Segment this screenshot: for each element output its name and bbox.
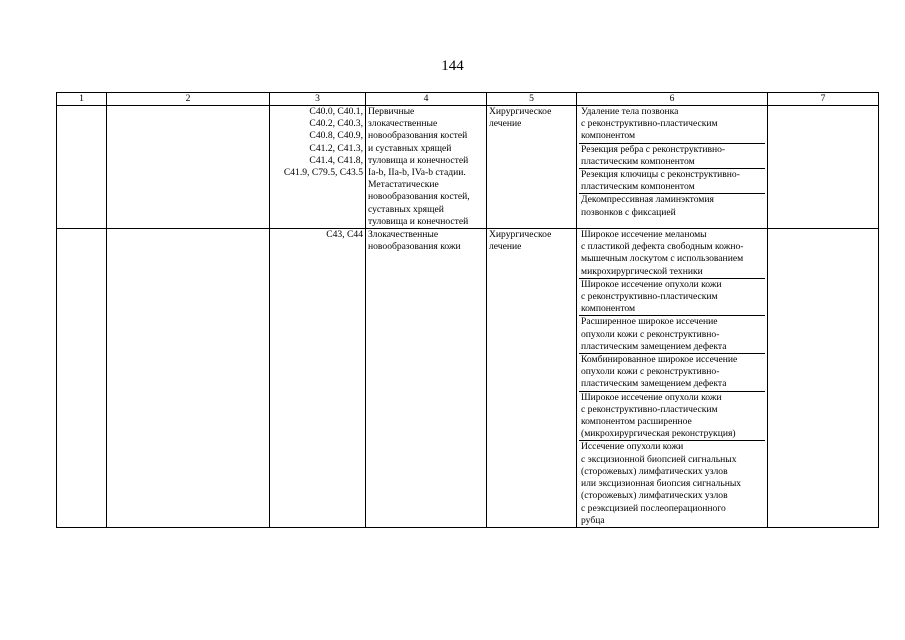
procedure-line: с реэксцизией послеоперационного bbox=[581, 502, 726, 514]
icd-code-line: C40.2, C40.3, bbox=[309, 118, 363, 130]
procedure-item bbox=[579, 106, 765, 144]
column-header: 7 bbox=[768, 93, 879, 106]
procedure-item bbox=[579, 279, 765, 317]
cell-number bbox=[57, 229, 107, 528]
procedure-item bbox=[579, 316, 765, 354]
procedure-line: компонентом bbox=[581, 130, 636, 142]
icd-code-line: C41.9, C79.5, C43.5 bbox=[283, 167, 363, 179]
procedure-line: с реконструктивно-пластическим bbox=[581, 291, 718, 303]
procedure-item bbox=[579, 441, 765, 526]
procedure-line: пластическим компонентом bbox=[581, 155, 695, 167]
column-header: 4 bbox=[366, 93, 487, 106]
treatment-line: Хирургическое bbox=[489, 229, 552, 241]
icd-code-line: C41.4, C41.8, bbox=[309, 154, 363, 166]
procedure-line: Широкое иссечение опухоли кожи bbox=[581, 391, 722, 403]
column-header: 6 bbox=[577, 93, 768, 106]
diagnosis-line: злокачественные bbox=[368, 118, 438, 130]
procedure-item bbox=[579, 169, 765, 194]
procedure-line: пластическим замещением дефекта bbox=[581, 340, 727, 352]
procedure-line: Иссечение опухоли кожи bbox=[581, 441, 684, 453]
procedure-line: пластическим замещением дефекта bbox=[581, 378, 727, 390]
procedure-line: пластическим компонентом bbox=[581, 181, 695, 193]
procedure-line: или эксцизионная биопсия сигнальных bbox=[581, 478, 742, 490]
procedure-line: компонентом расширенное bbox=[581, 416, 692, 428]
icd-code-line: C43, C44 bbox=[326, 229, 363, 241]
diagnosis-line: туловища и конечностей bbox=[368, 215, 469, 227]
treatment-line: Хирургическое bbox=[489, 106, 552, 117]
cell-diagnosis bbox=[366, 106, 487, 229]
procedure-line: Широкое иссечение меланомы bbox=[581, 229, 707, 241]
procedure-line: микрохирургической техники bbox=[581, 265, 703, 277]
procedure-line: с реконструктивно-пластическим bbox=[581, 403, 718, 415]
treatment-line: лечение bbox=[489, 118, 522, 130]
cell-profile bbox=[107, 229, 270, 528]
diagnosis-line: туловища и конечностей bbox=[368, 154, 469, 166]
cell-number bbox=[57, 106, 107, 229]
procedure-line: с пластикой дефекта свободным кожно- bbox=[581, 241, 744, 253]
diagnosis-line: и суставных хрящей bbox=[368, 142, 452, 154]
treatment-line: лечение bbox=[489, 241, 522, 253]
procedures-table bbox=[56, 92, 879, 528]
procedure-line: с эксцизионной биопсией сигнальных bbox=[581, 453, 737, 465]
page-number: 144 bbox=[441, 58, 464, 74]
column-header: 2 bbox=[107, 93, 270, 106]
procedure-item bbox=[579, 392, 765, 442]
procedure-line: опухоли кожи с реконструктивно- bbox=[581, 366, 720, 378]
table-row bbox=[57, 229, 879, 528]
procedure-line: с реконструктивно-пластическим bbox=[581, 118, 718, 130]
diagnosis-line: новообразования кожи bbox=[368, 241, 461, 253]
column-header: 3 bbox=[270, 93, 366, 106]
cell-profile bbox=[107, 106, 270, 229]
diagnosis-line: Первичные bbox=[368, 106, 415, 117]
procedure-line: позвонков с фиксацией bbox=[581, 206, 676, 218]
procedure-line: Расширенное широкое иссечение bbox=[581, 316, 718, 328]
icd-code-line: C40.8, C40.9, bbox=[309, 130, 363, 142]
header-row bbox=[57, 93, 879, 106]
column-header: 1 bbox=[57, 93, 107, 106]
icd-code-line: C41.2, C41.3, bbox=[309, 142, 363, 154]
procedure-line: Удаление тела позвонка bbox=[581, 106, 679, 117]
procedure-item bbox=[579, 229, 765, 279]
diagnosis-line: новообразования костей bbox=[368, 130, 468, 142]
cell-icd-codes bbox=[270, 229, 366, 528]
procedure-line: компонентом bbox=[581, 303, 636, 315]
cell-procedures bbox=[577, 106, 768, 229]
procedure-line: рубца bbox=[581, 514, 605, 526]
cell-cost bbox=[768, 106, 879, 229]
procedure-line: опухоли кожи с реконструктивно- bbox=[581, 328, 720, 340]
cell-treatment-type bbox=[487, 229, 577, 528]
cell-procedures bbox=[577, 229, 768, 528]
procedure-line: (сторожевых) лимфатических узлов bbox=[581, 465, 728, 477]
diagnosis-line: Метастатические bbox=[368, 179, 439, 191]
procedure-item bbox=[579, 194, 765, 218]
procedure-line: Резекция ключицы с реконструктивно- bbox=[581, 169, 740, 181]
procedure-item bbox=[579, 354, 765, 392]
diagnosis-line: Злокачественные bbox=[368, 229, 439, 241]
procedure-item bbox=[579, 144, 765, 169]
icd-code-line: C40.0, C40.1, bbox=[309, 106, 363, 117]
diagnosis-line: новообразования костей, bbox=[368, 191, 470, 203]
procedure-line: (сторожевых) лимфатических узлов bbox=[581, 490, 728, 502]
procedure-line: (микрохирургическая реконструкция) bbox=[581, 428, 736, 440]
diagnosis-line: Ia-b, IIa-b, IVa-b стадии. bbox=[368, 167, 466, 179]
table-row bbox=[57, 106, 879, 229]
procedure-line: Комбинированное широкое иссечение bbox=[581, 354, 738, 366]
column-header: 5 bbox=[487, 93, 577, 106]
procedure-line: мышечным лоскутом с использованием bbox=[581, 253, 744, 265]
procedure-line: Декомпрессивная ламинэктомия bbox=[581, 194, 714, 206]
cell-treatment-type bbox=[487, 106, 577, 229]
cell-diagnosis bbox=[366, 229, 487, 528]
cell-cost bbox=[768, 229, 879, 528]
cell-icd-codes bbox=[270, 106, 366, 229]
procedure-line: Резекция ребра с реконструктивно- bbox=[581, 143, 726, 155]
diagnosis-line: суставных хрящей bbox=[368, 203, 444, 215]
procedure-line: Широкое иссечение опухоли кожи bbox=[581, 278, 722, 290]
